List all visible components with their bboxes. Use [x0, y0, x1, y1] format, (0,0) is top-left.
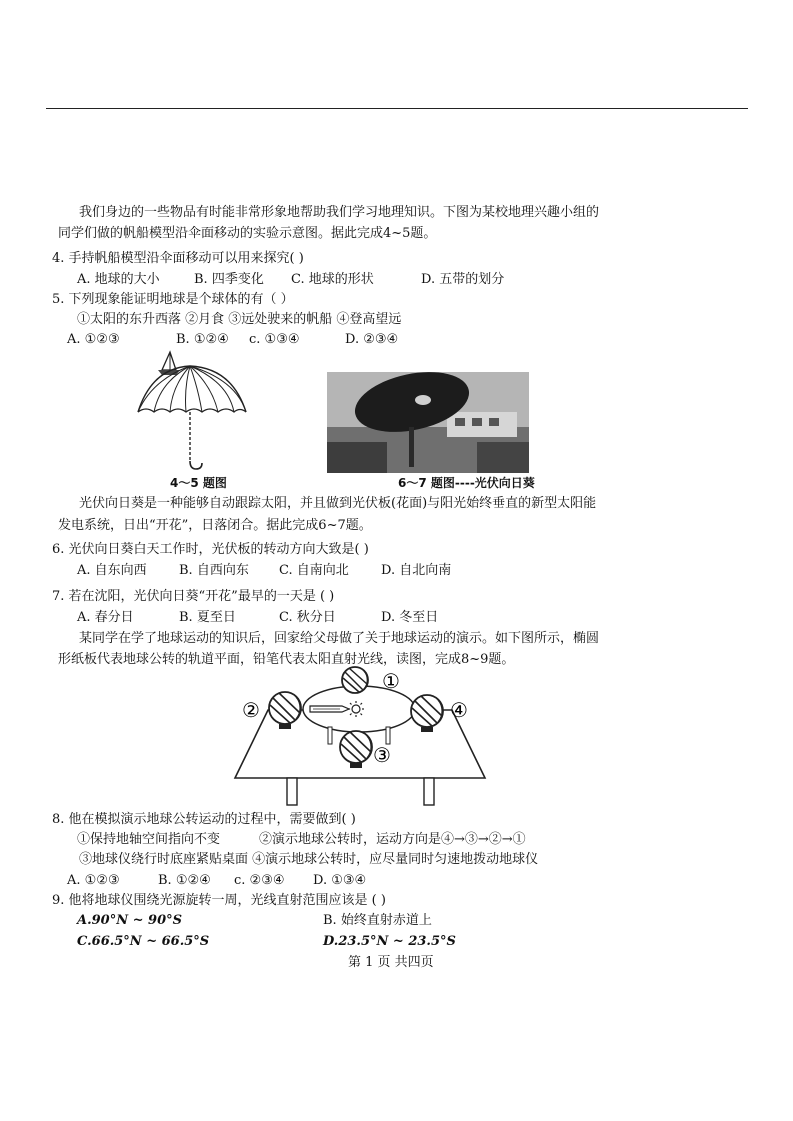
option-b: B. 自西向东	[179, 563, 249, 578]
q8-item-3: ③地球仪绕行时底座紧贴桌面 ④演示地球公转时，应尽量同时匀速地拨动地球仪	[79, 852, 539, 867]
question-5-items: ①太阳的东升西落 ②月食 ③远处驶来的帆船 ④登高望远	[77, 312, 402, 327]
question-7-stem: 7. 若在沈阳，光伏向日葵“开花”最早的一天是 ( )	[52, 589, 335, 604]
question-8-options	[67, 873, 366, 889]
q9-option-d: D.23.5°N ~ 23.5°S	[323, 934, 456, 949]
option-d: D. 冬至日	[381, 610, 439, 625]
option-d: D. 五带的划分	[421, 272, 505, 287]
label-1: ①	[382, 669, 400, 693]
question-4-stem: 4. 手持帆船模型沿伞面移动可以用来探究( )	[52, 251, 304, 266]
globe-1	[342, 667, 368, 693]
header-rule	[46, 108, 748, 109]
solar-sunflower-photo	[327, 372, 529, 473]
label-3: ③	[373, 743, 391, 767]
page-footer: 第 1 页 共四页	[348, 955, 434, 970]
sailboat-icon	[162, 352, 176, 370]
intro-3-line-1: 某同学在学了地球运动的知识后，回家给父母做了关于地球运动的演示。如下图所示，椭圆	[79, 631, 600, 646]
option-a: A. 自东向西	[77, 563, 147, 578]
umbrella-figure	[132, 346, 254, 472]
question-8-items-row-1	[77, 832, 526, 848]
option-b: B. 四季变化	[194, 272, 264, 287]
question-7-options	[77, 610, 438, 626]
question-8-stem: 8. 他在模拟演示地球公转运动的过程中，需要做到( )	[52, 812, 356, 827]
option-d: D. 自北向南	[381, 563, 452, 578]
umbrella-caption: 4～5 题图	[170, 476, 227, 490]
question-6-options	[77, 563, 451, 579]
option-d: D. ①③④	[313, 873, 367, 888]
question-6-stem: 6. 光伏向日葵白天工作时，光伏板的转动方向大致是( )	[52, 542, 369, 557]
sunflower-caption: 6～7 题图----光伏向日葵	[398, 476, 535, 490]
option-b: B. ①②④	[158, 873, 211, 888]
option-c: C. 地球的形状	[291, 272, 374, 287]
option-a: A. ①②③	[67, 332, 120, 347]
intro-3-line-2: 形纸板代表地球公转的轨道平面，铅笔代表太阳直射光线，读图，完成8~9题。	[58, 652, 515, 667]
intro-2-line-1: 光伏向日葵是一种能够自动跟踪太阳，并且做到光伏板(花面)与阳光始终垂直的新型太阳能	[79, 496, 597, 511]
option-c: c. ①③④	[249, 332, 300, 347]
option-c: C. 自南向北	[279, 563, 349, 578]
question-9-stem: 9. 他将地球仪围绕光源旋转一周，光线直射范围应该是 ( )	[52, 893, 386, 908]
option-c: C. 秋分日	[279, 610, 336, 625]
intro-1-line-2: 同学们做的帆船模型沿伞面移动的实验示意图。据此完成4~5题。	[58, 226, 437, 241]
option-a: A. ①②③	[67, 873, 120, 888]
option-d: D. ②③④	[345, 332, 399, 347]
option-a: A. 地球的大小	[77, 272, 160, 287]
q9-option-a: A.90°N ~ 90°S	[77, 913, 183, 928]
q9-option-b: B. 始终直射赤道上	[323, 913, 432, 928]
intro-1-line-1: 我们身边的一些物品有时能非常形象地帮助我们学习地理知识。下图为某校地理兴趣小组的	[79, 205, 600, 220]
option-b: B. ①②④	[176, 332, 229, 347]
orbit-diagram	[230, 665, 490, 807]
q8-item-2: ②演示地球公转时，运动方向是④→③→②→①	[259, 832, 526, 847]
option-a: A. 春分日	[77, 610, 134, 625]
label-2: ②	[242, 698, 260, 722]
question-4-options	[77, 272, 504, 288]
q8-item-1: ①保持地轴空间指向不变	[77, 832, 221, 847]
label-4: ④	[450, 698, 468, 722]
option-c: c. ②③④	[234, 873, 285, 888]
q9-option-c: C.66.5°N ~ 66.5°S	[77, 934, 210, 949]
option-b: B. 夏至日	[179, 610, 236, 625]
intro-2-line-2: 发电系统，日出“开花”，日落闭合。据此完成6~7题。	[58, 518, 372, 533]
question-5-stem: 5. 下列现象能证明地球是个球体的有（ ）	[52, 292, 294, 307]
